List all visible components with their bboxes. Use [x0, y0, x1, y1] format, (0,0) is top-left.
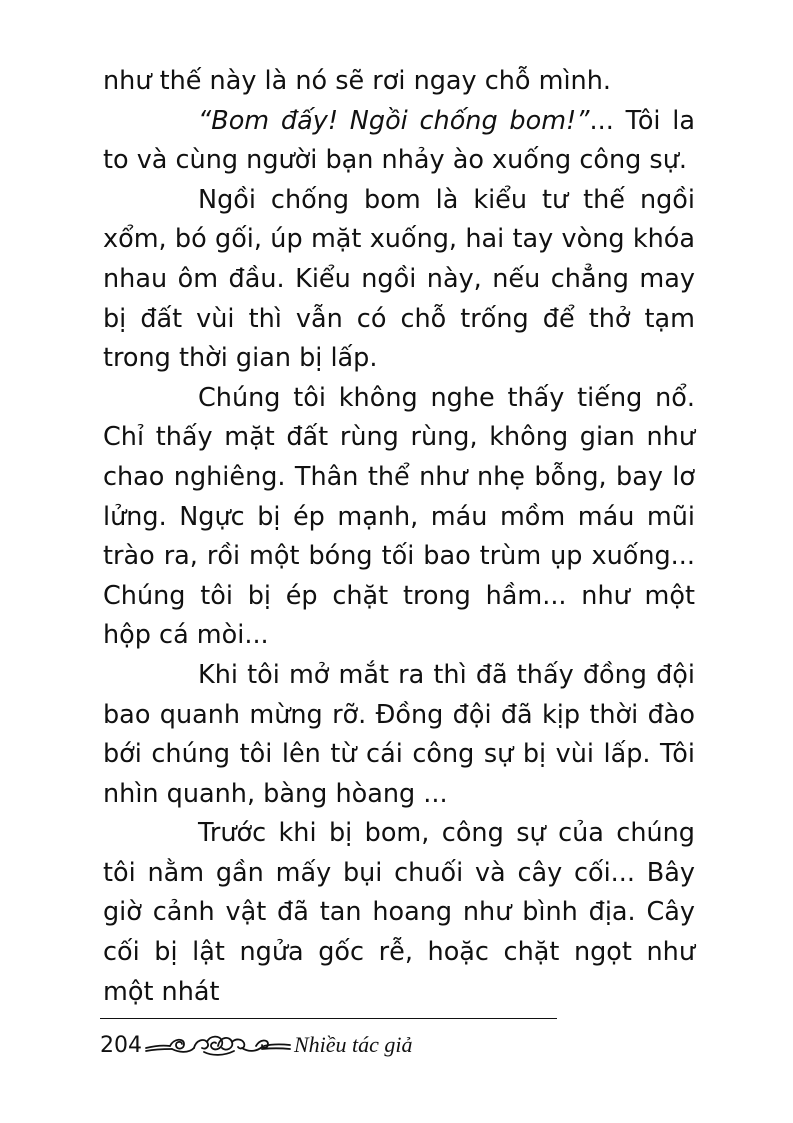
paragraph-2-quote: “Bom đấy! Ngồi chống bom!” — [198, 105, 590, 136]
paragraph-6: Trước khi bị bom, công sự của chúng tôi nằm gần mấy bụi chuối và cây cối... Bây giờ cảnh vật đã tan hoang như bình địa. Cây cối bị lật ngửa gốc rễ, hoặc chặt ngọt như một nhát — [103, 818, 695, 1007]
decorative-flourish-icon — [144, 1030, 292, 1060]
paragraph-2-text: ... Tôi la to và cùng người bạn nhảy ào xuống công sự. — [103, 105, 695, 176]
page-footer — [100, 1025, 560, 1065]
paragraph-2 — [103, 102, 695, 181]
author-credit: Nhiều tác giả — [294, 1032, 413, 1057]
body-text — [103, 62, 695, 1012]
footer-rule — [100, 1018, 557, 1019]
paragraph-3: Ngồi chống bom là kiểu tư thế ngồi xổm, bó gối, úp mặt xuống, hai tay vòng khóa nhau ôm đầu. Kiểu ngồi này, nếu chẳng may bị đất vùi thì vẫn có chỗ trống để thở tạm trong thời gian bị lấp. — [103, 184, 695, 374]
paragraph-5: Khi tôi mở mắt ra thì đã thấy đồng đội bao quanh mừng rỡ. Đồng đội đã kịp thời đào bới chúng tôi lên từ cái công sự bị vùi lấp. Tôi nhìn quanh, bàng hòang ... — [103, 659, 695, 809]
paragraph-4: Chúng tôi không nghe thấy tiếng nổ. Chỉ thấy mặt đất rùng rùng, không gian như chao nghiêng. Thân thể như nhẹ bỗng, bay lơ lửng. Ngực bị ép mạnh, máu mồm máu mũi trào ra, rồi một bóng tối bao trùm ụp xuống... Chúng tôi bị ép chặt trong hầm... như một hộp cá mòi... — [103, 382, 695, 651]
paragraph-1: như thế này là nó sẽ rơi ngay chỗ mình. — [103, 66, 611, 96]
page-number: 204 — [100, 1032, 142, 1058]
